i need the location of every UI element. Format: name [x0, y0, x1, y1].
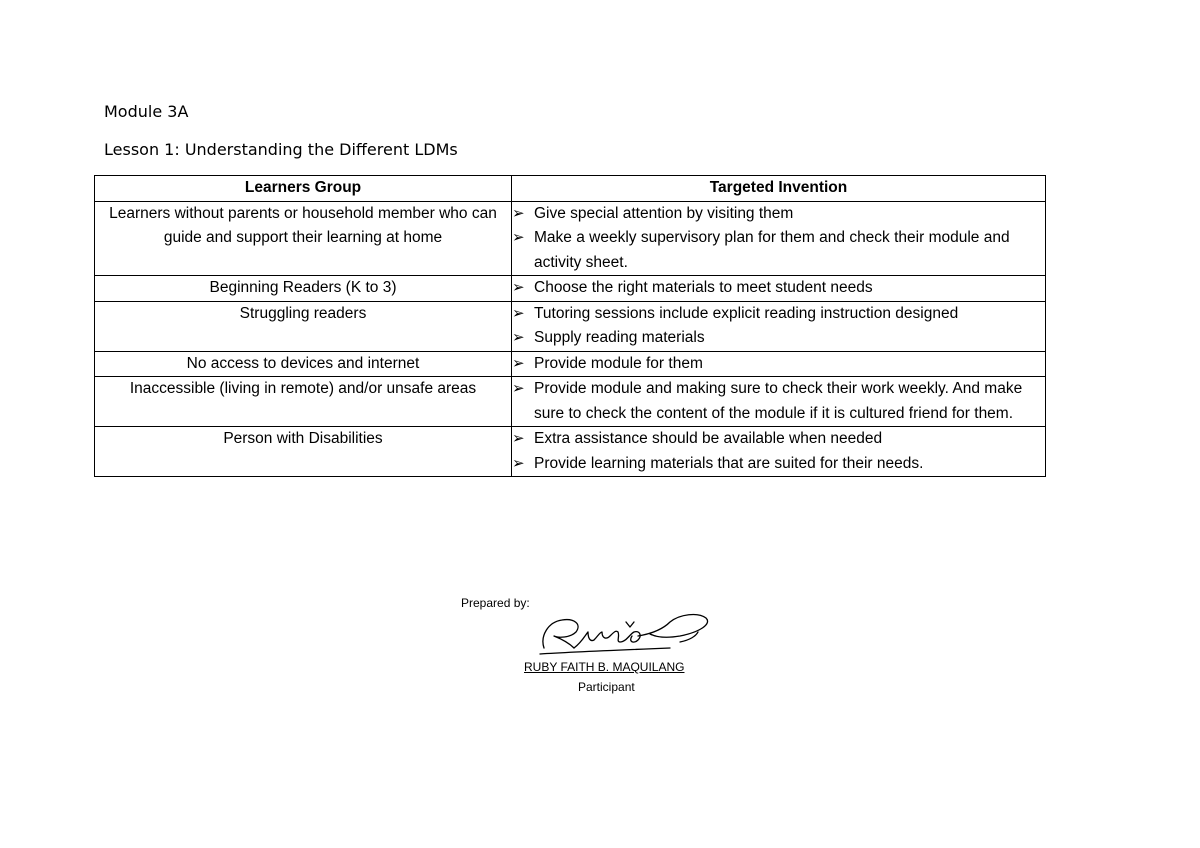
learners-group-cell: No access to devices and internet: [95, 351, 512, 377]
table-row: [95, 201, 1046, 276]
intervention-list: [512, 427, 1045, 476]
intervention-text: Provide learning materials that are suited for their needs.: [534, 454, 924, 472]
intervention-text: Tutoring sessions include explicit reading instruction designed: [534, 304, 959, 322]
intervention-text: Provide module and making sure to check their work weekly. And make sure to check the content of the module if it is cultured friend for them.: [534, 380, 1023, 422]
intervention-cell: [512, 301, 1046, 351]
arrow-bullet-icon: ➢: [512, 454, 525, 472]
intervention-cell: [512, 276, 1046, 302]
list-item: [512, 352, 1045, 377]
list-item: [512, 226, 1045, 275]
intervention-list: [512, 302, 1045, 351]
header-learners-group: Learners Group: [95, 176, 512, 202]
table-row: [95, 427, 1046, 477]
intervention-list: [512, 352, 1045, 377]
learners-group-cell: Person with Disabilities: [95, 427, 512, 477]
intervention-cell: [512, 427, 1046, 477]
list-item: [512, 302, 1045, 327]
intervention-text: Provide module for them: [534, 354, 703, 372]
intervention-text: Make a weekly supervisory plan for them and check their module and activity sheet.: [534, 229, 1010, 271]
list-item: [512, 202, 1045, 227]
lesson-title: Lesson 1: Understanding the Different LDMs: [104, 140, 458, 159]
list-item: [512, 452, 1045, 477]
prepared-by-label: Prepared by:: [461, 596, 530, 610]
list-item: [512, 326, 1045, 351]
table-row: [95, 276, 1046, 302]
list-item: [512, 377, 1045, 426]
arrow-bullet-icon: ➢: [512, 329, 525, 346]
intervention-list: [512, 276, 1045, 301]
intervention-text: Extra assistance should be available when needed: [534, 430, 883, 447]
arrow-bullet-icon: ➢: [512, 304, 525, 322]
intervention-text: Give special attention by visiting them: [534, 204, 794, 222]
ldm-table: [94, 175, 1046, 477]
table-row: [95, 301, 1046, 351]
learners-group-cell: Beginning Readers (K to 3): [95, 276, 512, 302]
intervention-cell: [512, 351, 1046, 377]
arrow-bullet-icon: ➢: [512, 430, 525, 447]
intervention-text: Choose the right materials to meet student needs: [534, 279, 873, 296]
table-row: [95, 351, 1046, 377]
arrow-bullet-icon: ➢: [512, 354, 525, 372]
learners-group-cell: Struggling readers: [95, 301, 512, 351]
learners-group-cell: Inaccessible (living in remote) and/or unsafe areas: [95, 377, 512, 427]
intervention-text: Supply reading materials: [534, 329, 705, 346]
list-item: [512, 276, 1045, 301]
intervention-cell: [512, 201, 1046, 276]
arrow-bullet-icon: ➢: [512, 279, 525, 296]
list-item: [512, 427, 1045, 452]
module-title: Module 3A: [104, 102, 189, 121]
arrow-bullet-icon: ➢: [512, 229, 525, 246]
learners-group-cell: Learners without parents or household member who can guide and support their learning at home: [95, 201, 512, 276]
intervention-cell: [512, 377, 1046, 427]
table-header-row: [95, 176, 1046, 202]
header-targeted-invention: Targeted Invention: [512, 176, 1046, 202]
participant-name: RUBY FAITH B. MAQUILANG: [524, 660, 685, 674]
arrow-bullet-icon: ➢: [512, 380, 525, 397]
arrow-bullet-icon: ➢: [512, 204, 525, 222]
intervention-list: [512, 377, 1045, 426]
intervention-list: [512, 202, 1045, 276]
participant-role: Participant: [578, 680, 635, 694]
table-row: [95, 377, 1046, 427]
